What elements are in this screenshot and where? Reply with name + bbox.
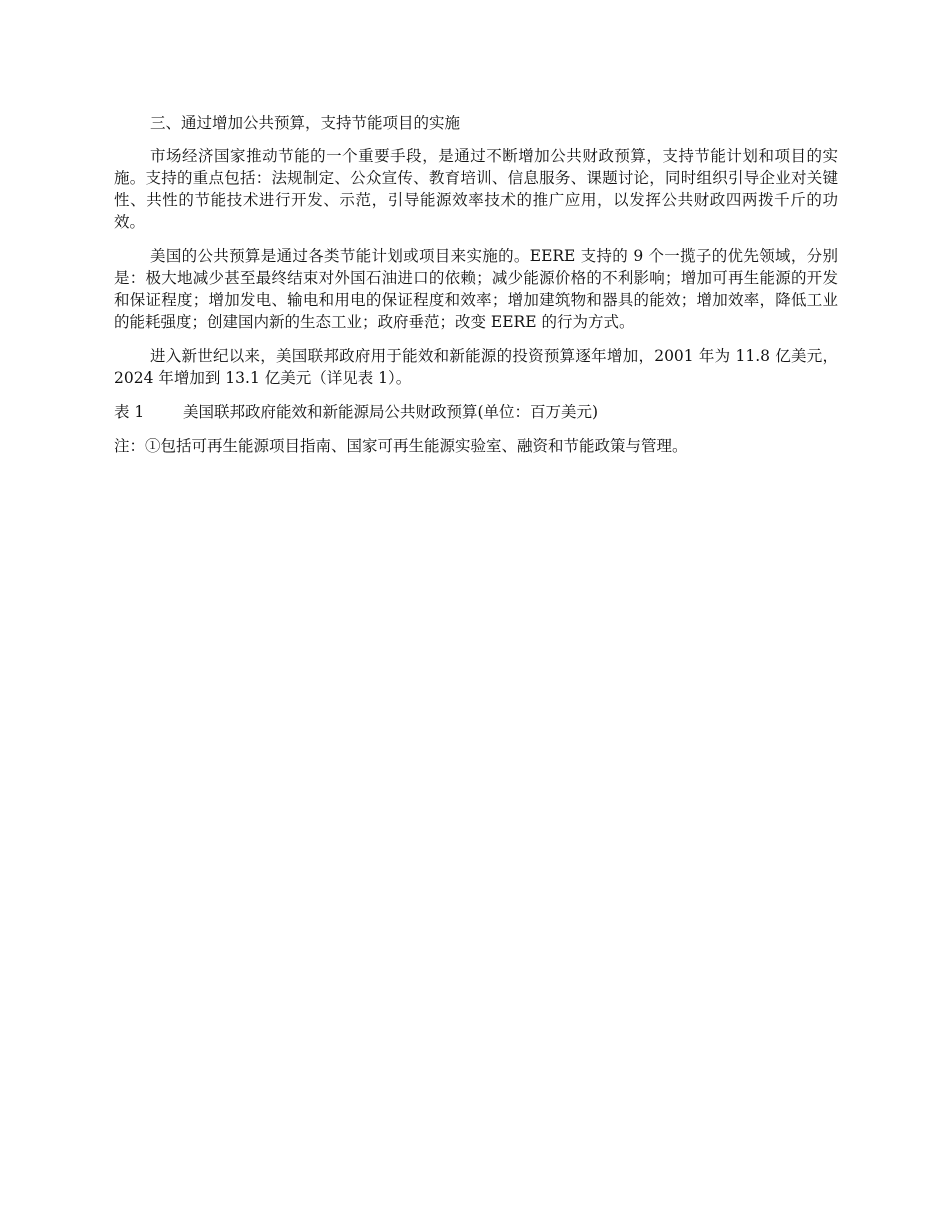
table-caption [114, 401, 838, 423]
table-note: 注：①包括可再生能源项目指南、国家可再生能源实验室、融资和节能政策与管理。 [114, 437, 688, 455]
table-caption-title: 美国联邦政府能效和新能源局公共财政预算(单位：百万美元) [183, 403, 599, 421]
document-body [114, 112, 838, 457]
paragraph-budget-purpose: 市场经济国家推动节能的一个重要手段，是通过不断增加公共财政预算，支持节能计划和项目的实施。支持的重点包括：法规制定、公众宣传、教育培训、信息服务、课题讨论，同时组织引导企业对关键性、共性的节能技术进行开发、示范，引导能源效率技术的推广应用，以发挥公共财政四两拨千斤的功效。 [114, 147, 838, 231]
paragraph-budget-growth: 进入新世纪以来，美国联邦政府用于能效和新能源的投资预算逐年增加，2001 年为 11.8 亿美元，2024 年增加到 13.1 亿美元（详见表 1）。 [114, 347, 838, 387]
section-heading: 三、通过增加公共预算，支持节能项目的实施 [150, 114, 461, 132]
table-caption-label: 表 1 [114, 403, 145, 421]
paragraph-eere-priorities: 美国的公共预算是通过各类节能计划或项目来实施的。EERE 支持的 9 个一揽子的优先领域，分别是：极大地减少甚至最终结束对外国石油进口的依赖；减少能源价格的不利影响；增加可再生能源的开发和保证程度；增加发电、输电和用电的保证程度和效率；增加建筑物和器具的能效；增加效率，降低工业的能耗强度；创建国内新的生态工业；政府垂范；改变 EERE 的行为方式。 [114, 247, 838, 331]
